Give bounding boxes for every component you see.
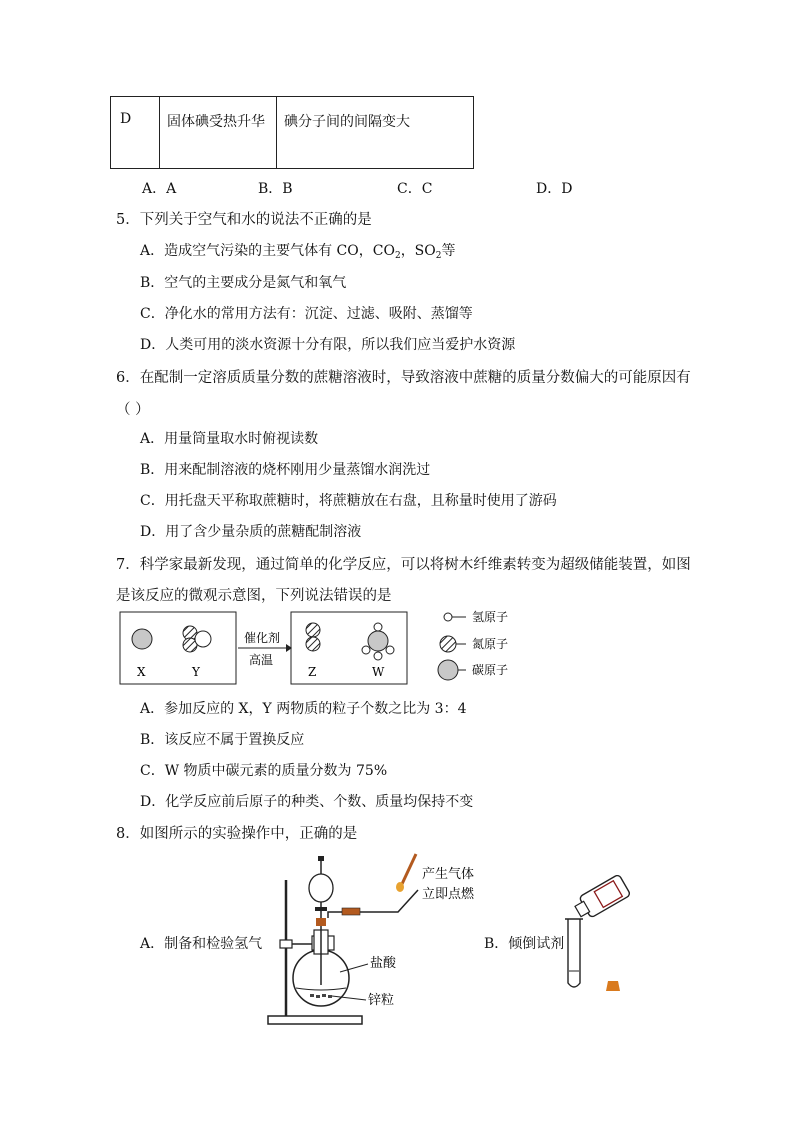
q7-reaction-diagram xyxy=(116,606,536,686)
q6-option-b: B．用来配制溶液的烧杯刚用少量蒸馏水润洗过 xyxy=(140,462,431,478)
rubber-stopper xyxy=(316,918,326,926)
delivery-tube xyxy=(328,890,418,918)
q5-option-c: C．净化水的常用方法有：沉淀、过滤、吸附、蒸馏等 xyxy=(140,306,473,322)
table-letter: D xyxy=(120,111,132,127)
q7-option-b: B．该反应不属于置换反应 xyxy=(140,732,305,748)
funnel-stopper xyxy=(318,856,324,861)
condition-catalyst: 催化剂 xyxy=(244,631,281,645)
label-z: Z xyxy=(308,665,317,679)
q5-stem: 5．下列关于空气和水的说法不正确的是 xyxy=(116,212,372,228)
legend-hydrogen-symbol xyxy=(444,613,452,621)
pouring-apparatus xyxy=(558,875,648,995)
molecule-x xyxy=(132,629,152,649)
q7-stem-line2: 是该反应的微观示意图，下列说法错误的是 xyxy=(116,588,392,604)
table-phenomenon: 固体碘受热升华 xyxy=(167,114,265,130)
label-w: W xyxy=(372,665,385,679)
molecule-y xyxy=(183,626,211,652)
stand-base xyxy=(268,1016,362,1024)
q5-option-a: A．造成空气污染的主要气体有 CO，$CO_2$，$SO_2$等 xyxy=(140,243,456,261)
label-gas-line1: 产生气体 xyxy=(422,867,475,882)
legend-nitrogen-symbol xyxy=(440,636,456,652)
label-y: Y xyxy=(192,665,200,679)
legend-carbon: 碳原子 xyxy=(472,663,509,677)
answer-table xyxy=(110,96,474,169)
rubber-tube xyxy=(342,908,360,915)
legend-carbon-symbol xyxy=(438,660,458,680)
molecule-w xyxy=(362,623,394,660)
q5-option-d: D．人类可用的淡水资源十分有限，所以我们应当爱护水资源 xyxy=(140,337,516,353)
reagent-bottle xyxy=(572,875,631,922)
label-gas-line2: 立即点燃 xyxy=(422,887,475,902)
hydrogen-apparatus xyxy=(258,850,488,1030)
legend-nitrogen: 氮原子 xyxy=(472,637,509,651)
q4-option-b: B．B xyxy=(258,181,293,197)
q8-option-b: B．倾倒试剂 xyxy=(484,936,565,952)
table-cell-letter xyxy=(111,97,160,168)
legend-hydrogen: 氢原子 xyxy=(472,610,509,624)
match-stick xyxy=(402,854,416,884)
table-explanation: 碘分子间的间隔变大 xyxy=(284,114,410,130)
q6-option-d: D．用了含少量杂质的蔗糖配制溶液 xyxy=(140,524,362,540)
table-cell-phenomenon xyxy=(159,97,277,168)
flame-icon xyxy=(396,882,404,892)
condition-high-temp: 高温 xyxy=(249,653,274,667)
q6-stem: 6．在配制一定溶质质量分数的蔗糖溶液时，导致溶液中蔗糖的质量分数偏大的可能原因有 xyxy=(116,370,691,386)
label-acid: 盐酸 xyxy=(370,956,397,971)
clamp xyxy=(280,940,292,948)
q7-stem-line1: 7．科学家最新发现，通过简单的化学反应，可以将树木纤维素转变为超级储能装置，如图 xyxy=(116,557,691,573)
q4-option-a: A．A xyxy=(142,181,177,197)
funnel-tap xyxy=(315,907,327,911)
q4-option-c: C．C xyxy=(397,181,433,197)
label-zinc: 锌粒 xyxy=(368,993,395,1008)
q7-option-d: D．化学反应前后原子的种类、个数、质量均保持不变 xyxy=(140,794,474,810)
label-x: X xyxy=(137,665,146,679)
separatory-funnel xyxy=(309,874,333,902)
q8-option-a: A．制备和检验氢气 xyxy=(140,936,263,952)
q4-option-d: D．D xyxy=(536,181,573,197)
q5-option-b: B．空气的主要成分是氮气和氧气 xyxy=(140,275,347,291)
q6-option-c: C．用托盘天平称取蔗糖时，将蔗糖放在右盘，且称量时使用了游码 xyxy=(140,493,557,509)
q6-paren: （ ） xyxy=(116,402,150,418)
test-tube xyxy=(568,919,580,987)
q7-option-c: C．W 物质中碳元素的质量分数为 75% xyxy=(140,763,388,779)
molecule-z xyxy=(306,623,320,651)
q8-stem: 8．如图所示的实验操作中，正确的是 xyxy=(116,826,358,842)
q7-option-a: A．参加反应的 X，Y 两物质的粒子个数之比为 3：4 xyxy=(140,701,467,717)
q6-option-a: A．用量筒量取水时俯视读数 xyxy=(140,431,319,447)
bottle-stopper xyxy=(606,981,620,991)
